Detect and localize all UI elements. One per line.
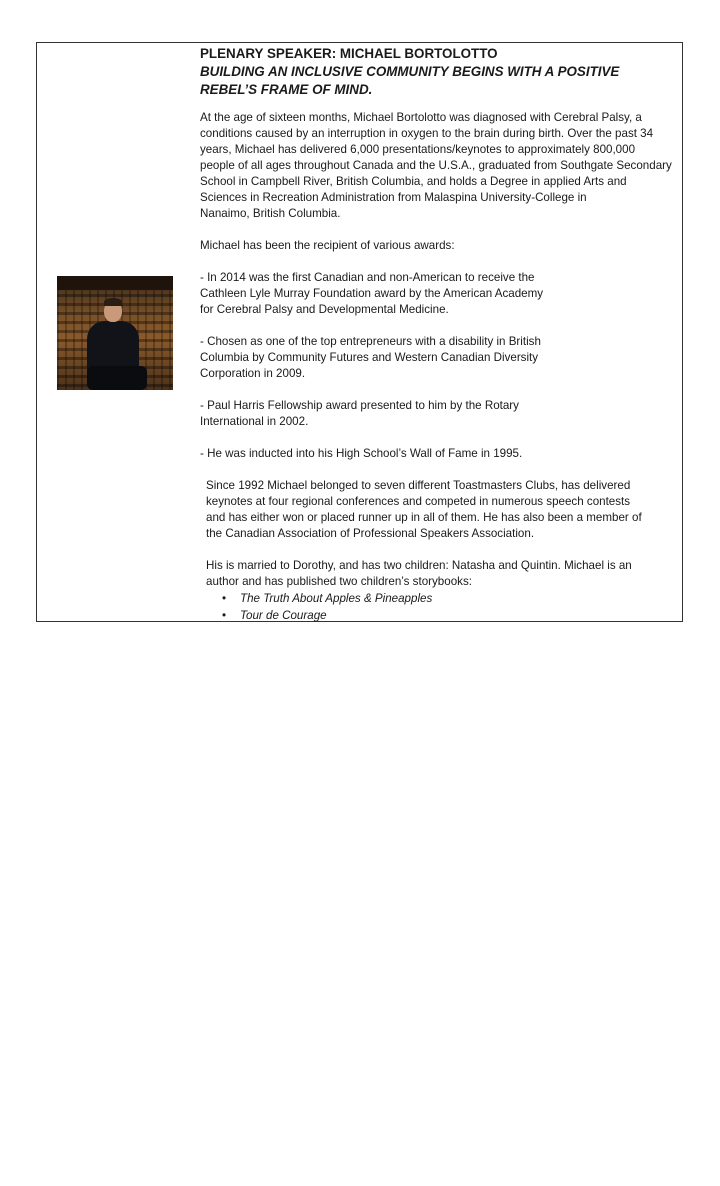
bio-content [200,45,682,624]
award-item: - He was inducted into his High School’s Wall of Fame in 1995. [200,447,523,460]
book-item: • Tour de Courage [240,607,682,624]
book-item: • The Truth About Apples & Pineapples [240,590,682,607]
speaker-title: PLENARY SPEAKER: MICHAEL BORTOLOTTO [200,46,498,61]
bio-intro: At the age of sixteen months, Michael Bortolotto was diagnosed with Cerebral Palsy, a conditions caused by an interruption in oxygen to the brain during birth. Over the past 34 years, Michael has delivered 6,000 presentations/keynotes to approximately 800,000 people of all ages throughout Canada and the U.S.A., graduated from Southgate Secondary School in Campbell River, British Columbia, and holds a Degree in applied Arts and Sciences in Recreation Administration from Malaspina University-College in Nanaimo, British Columbia. [200,111,672,220]
stage-edge [57,276,173,290]
books-list [200,590,682,624]
talk-title: BUILDING AN INCLUSIVE COMMUNITY BEGINS WITH A POSITIVE REBEL’S FRAME OF MIND. [200,64,620,97]
award-item: - Paul Harris Fellowship award presented to him by the Rotary International in 2002. [200,399,519,428]
family-paragraph: His is married to Dorothy, and has two children: Natasha and Quintin. Michael is an author and has published two children’s storybooks: [206,559,632,588]
speaker-legs [87,366,147,390]
toastmasters-paragraph: Since 1992 Michael belonged to seven different Toastmasters Clubs, has delivered keynotes at four regional conferences and competed in numerous speech contests and has either won or placed runner up in all of them. He has also been a member of the Canadian Association of Professional Speakers Association. [206,479,642,540]
speaker-photo [57,276,173,390]
award-item: - In 2014 was the first Canadian and non-American to receive the Cathleen Lyle Murray Foundation award by the American Academy for Cerebral Palsy and Developmental Medicine. [200,271,544,316]
speaker-hair [104,298,122,306]
award-item: - Chosen as one of the top entrepreneurs with a disability in British Columbia by Community Futures and Western Canadian Diversity Corporation in 2009. [200,335,541,380]
awards-intro: Michael has been the recipient of various awards: [200,239,455,252]
speaker-bio-frame [36,42,683,622]
